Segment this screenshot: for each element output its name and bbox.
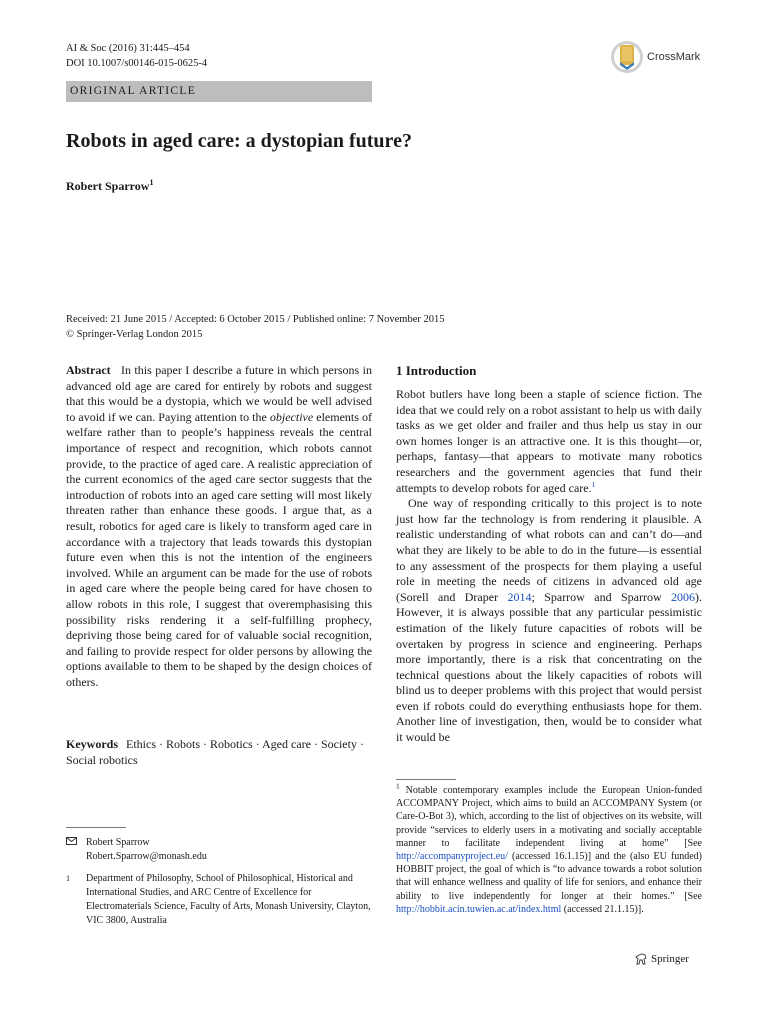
- article-type-banner: ORIGINAL ARTICLE: [66, 81, 372, 102]
- correspondence-block: [66, 836, 372, 928]
- keywords-heading: Keywords: [66, 737, 118, 751]
- intro-paragraph-2: One way of responding critically to this project is to note just how far the technology is from rendering it plausible. A realistic understanding of what robots can and can’t do—and what they are likely to be able to do in the future—is essential to any assessment of the prospects for them playing a useful role in meeting the needs of citizens in advanced old age (Sorell and Draper 2014; Sparrow and Sparrow 2006). However, it is always possible that any particular pessimistic estimation of the likely future capacities of robots will be overtaken by progress in science and engineering. Perhaps more importantly, there is a risk that concentrating on the technical questions about the likely capacities of robots will blind us to deeper problems with this project that would persist even if robots could do everything enthusiasts hope for them. Another line of investigation, then, would be to consider what it would be: [396, 496, 702, 745]
- publisher-logo: [634, 952, 689, 966]
- footnote-link[interactable]: http://hobbit.acin.tuwien.ac.at/index.html: [396, 903, 562, 915]
- footnote-link[interactable]: http://accompanyproject.eu/: [396, 851, 508, 863]
- correspondence-email[interactable]: Robert.Sparrow@monash.edu: [86, 851, 207, 862]
- springer-horse-icon: [634, 952, 648, 966]
- publication-dates: [66, 313, 445, 342]
- affiliation: [66, 872, 372, 928]
- abstract: [66, 363, 372, 690]
- author-affil-mark: 1: [149, 178, 154, 187]
- footnote-rule-left: [66, 827, 126, 828]
- citation-link[interactable]: 2014: [507, 589, 532, 604]
- crossmark-icon: [610, 40, 644, 74]
- publisher-name: Springer: [651, 953, 689, 965]
- footnote-number: 1: [396, 781, 400, 791]
- copyright-line: © Springer-Verlag London 2015: [66, 328, 203, 340]
- affiliation-number: 1: [66, 874, 70, 883]
- dates-line: Received: 21 June 2015 / Accepted: 6 October 2015 / Published online: 7 November 2015: [66, 314, 445, 325]
- keywords: [66, 737, 372, 768]
- abstract-italic: objective: [269, 409, 314, 424]
- introduction-body: [396, 387, 702, 746]
- author-line: [66, 178, 153, 194]
- crossmark-badge[interactable]: [610, 40, 700, 74]
- affiliation-text: Department of Philosophy, School of Philosophical, Historical and International Studies, and ARC Centre of Excellence for Electromaterials Science, Faculty of Arts, Monash University, Clayton, VIC 3800, Australia: [86, 873, 371, 926]
- abstract-heading: Abstract: [66, 363, 111, 377]
- footnote-ref[interactable]: 1: [591, 479, 596, 489]
- section-heading: 1 Introduction: [396, 363, 477, 378]
- citation-link[interactable]: 2006: [671, 589, 695, 604]
- journal-meta: [66, 41, 207, 71]
- doi-line: DOI 10.1007/s00146-015-0625-4: [66, 58, 208, 69]
- intro-paragraph-1: Robot butlers have long been a staple of science fiction. The idea that we could rely on a robot assistant to help us with daily tasks as we get older and frailer and thus help us stay in our own homes longer is an attractive one. It is this thought—or, perhaps, fantasy—that appears to motivate many robotics researchers and the government agencies that fund their attempts to develop robots for aged care.$^1$: [396, 387, 702, 495]
- author-name: Robert Sparrow: [66, 179, 150, 193]
- journal-citation: AI & Soc (2016) 31:445–454: [66, 43, 190, 54]
- correspondence-contact: [66, 836, 372, 864]
- abstract-text-a: In this paper I describe a future in which persons in advanced old age are cared for entirely by robots and suggest that this would be a dystopia, which we would be well advised to avoid if we can. Paying attention to the: [66, 363, 372, 424]
- crossmark-label: CrossMark: [647, 51, 701, 63]
- keywords-list: Ethics · Robots · Robotics · Aged care · Society · Social robotics: [66, 737, 364, 767]
- abstract-text-b: elements of welfare rather than to people’s happiness reveals the central importance of respect and recognition, which robots cannot provide, to the practice of aged care. A realistic appreciation of the current economics of the aged care sector suggests that the introduction of robots into an aged care setting will most likely threaten rather than enhance these goods. I argue that, as a result, robotics for aged care is likely to transform aged care in accordance with a trajectory that leads towards this dystopian future even when this is not the intention of the engineers involved. While an argument can be made for the use of robots in aged care where the people being cared for have chosen to allow robots in this role, I suggest that overemphasising this possibility risks rendering it a self-fulfilling prophecy, depriving those being cared for of valuable social recognition, and failing to provide respect for older persons by allowing the options available to them to be shaped by the design choices of others.: [66, 409, 372, 689]
- envelope-icon: [66, 836, 86, 864]
- correspondence-name: Robert Sparrow: [86, 837, 150, 848]
- footnote-1: $^1$ Notable contemporary examples include the European Union-funded ACCOMPANY Project, which aims to build an ACCOMPANY System (or Care-O-Bot 3), which, according to the list of objectives on its website, will provide “services to elderly users in a motivating and socially acceptable manner to facilitate independent living at home” [See http://accompanyproject.eu/ (accessed 16.1.15)] and the (also EU funded) HOBBIT project, the goal of which is “to advance towards a robot solution that will enhance wellness and quality of life for seniors, and enhance their ability to live independently for longer at their homes.” [See http://hobbit.acin.tuwien.ac.at/index.html (accessed 21.1.15)].: [396, 781, 702, 915]
- paper-title: Robots in aged care: a dystopian future?: [66, 130, 412, 152]
- footnote-rule-right: [396, 779, 456, 780]
